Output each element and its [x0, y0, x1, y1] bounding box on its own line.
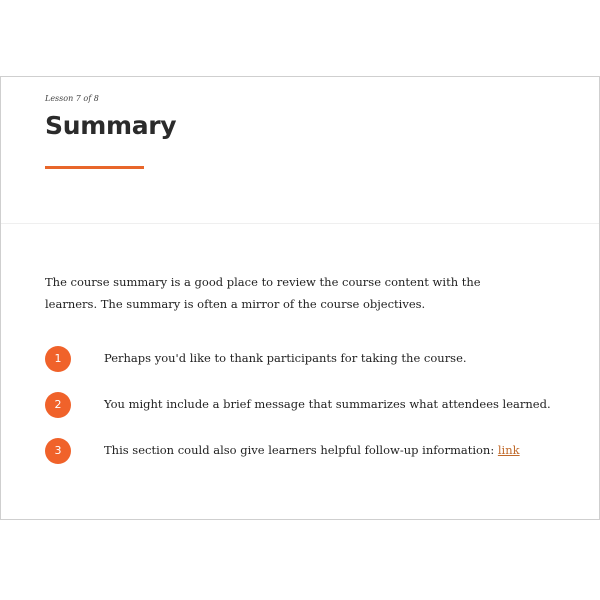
page-title: Summary: [45, 111, 177, 140]
list-item-text-content: This section could also give learners helpful follow-up information:: [104, 443, 498, 457]
list-item-text: You might include a brief message that summarizes what attendees learned.: [104, 397, 551, 411]
lesson-progress-label: Lesson 7 of 8: [45, 94, 99, 103]
list-item: [45, 346, 565, 372]
title-underline-divider: [45, 166, 144, 169]
number-badge: 1: [45, 346, 71, 372]
list-item-text: [104, 443, 520, 457]
intro-paragraph: The course summary is a good place to review the course content with the learners. The summary is often a mirror of the course objectives.: [45, 275, 481, 311]
lesson-card: [0, 76, 600, 520]
list-item-text: Perhaps you'd like to thank participants for taking the course.: [104, 351, 467, 365]
number-badge: 3: [45, 438, 71, 464]
list-item: [45, 392, 565, 418]
number-badge: 2: [45, 392, 71, 418]
list-item: [45, 438, 565, 464]
lesson-header: [1, 77, 599, 224]
follow-up-link[interactable]: link: [497, 443, 520, 457]
